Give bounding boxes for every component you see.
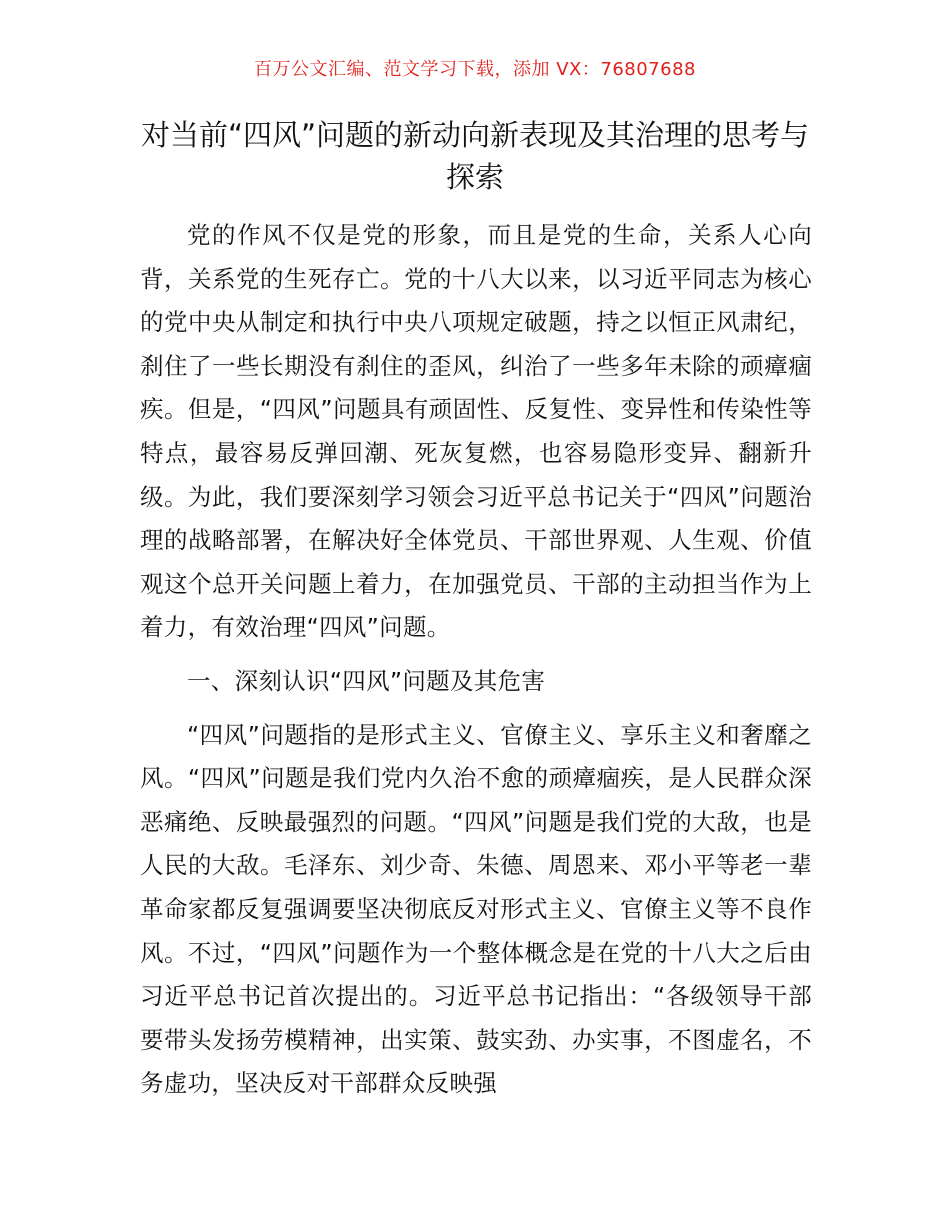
document-body	[140, 214, 812, 1106]
document-title: 对当前“四风”问题的新动向新表现及其治理的思考与探索	[140, 118, 810, 194]
section-1-paragraph: “四风”问题指的是形式主义、官僚主义、享乐主义和奢靡之风。“四风”问题是我们党内久治不愈的顽瘴痼疾，是人民群众深恶痛绝、反映最强烈的问题。“四风”问题是我们党的大敌，也是人民的大敌。毛泽东、刘少奇、朱德、周恩来、邓小平等老一辈革命家都反复强调要坚决彻底反对形式主义、官僚主义等不良作风。不过，“四风”问题作为一个整体概念是在党的十八大之后由习近平总书记首次提出的。习近平总书记指出：“各级领导干部要带头发扬劳模精神，出实策、鼓实劲、办实事，不图虚名，不务虚功，坚决反对干部群众反映强	[140, 720, 812, 1098]
section-heading-1: 一、深刻认识“四风”问题及其危害	[187, 666, 546, 695]
header-promo-note: 百万公文汇编、范文学习下载，添加 VX：76807688	[254, 59, 696, 80]
intro-paragraph: 党的作风不仅是党的形象，而且是党的生命，关系人心向背，关系党的生死存亡。党的十八大以来，以习近平同志为核心的党中央从制定和执行中央八项规定破题，持之以恒正风肃纪，刹住了一些长期没有刹住的歪风，纠治了一些多年未除的顽瘴痼疾。但是，“四风”问题具有顽固性、反复性、变异性和传染性等特点，最容易反弹回潮、死灰复燃，也容易隐形变异、翻新升级。为此，我们要深刻学习领会习近平总书记关于“四风”问题治理的战略部署，在解决好全体党员、干部世界观、人生观、价值观这个总开关问题上着力，在加强党员、干部的主动担当作为上着力，有效治理“四风”问题。	[140, 221, 812, 642]
